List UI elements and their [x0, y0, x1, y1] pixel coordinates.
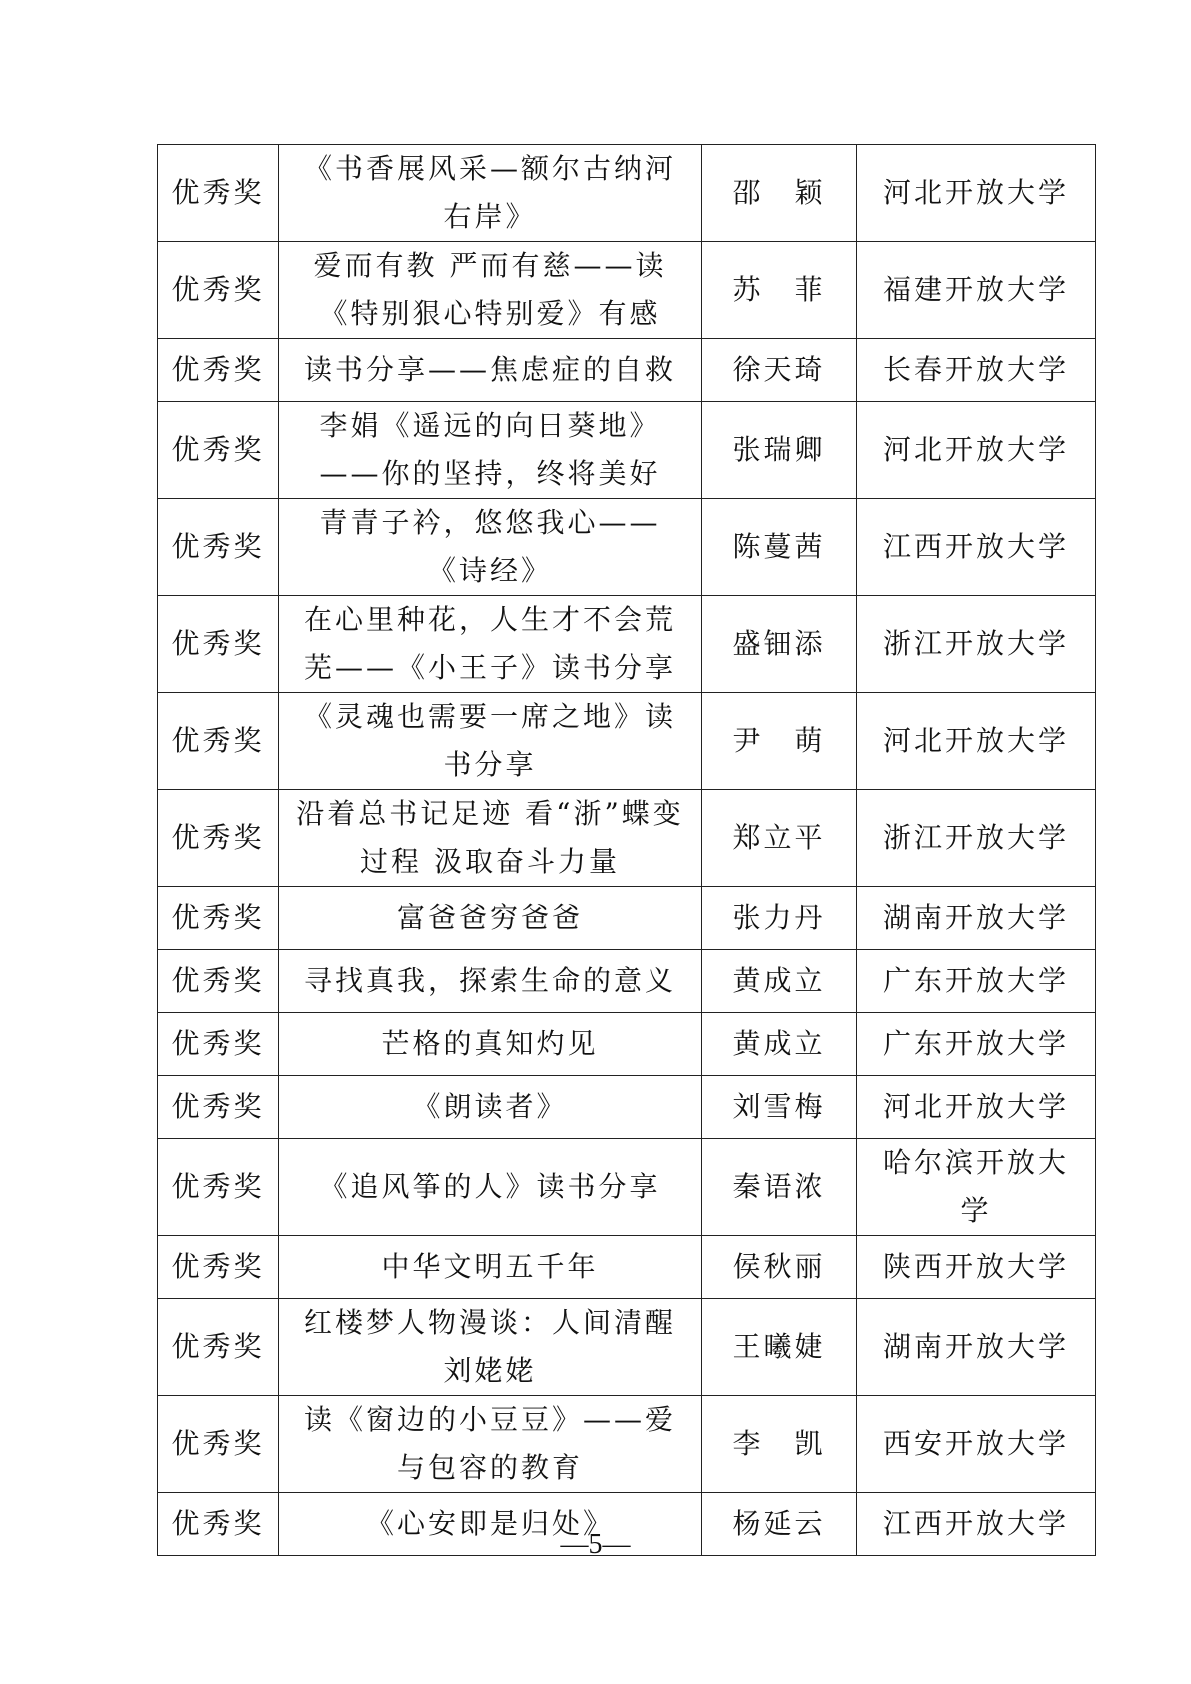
author-name-cell: 邵 颖: [702, 145, 857, 242]
table-row: [158, 145, 1096, 242]
work-title-cell: 《朗读者》: [279, 1076, 702, 1139]
work-title-cell: 《追风筝的人》读书分享: [279, 1139, 702, 1236]
award-level-cell: 优秀奖: [158, 1493, 279, 1556]
author-name-cell: 盛钿添: [702, 596, 857, 693]
page-number: —5—: [560, 1529, 631, 1560]
award-level-cell: 优秀奖: [158, 887, 279, 950]
work-title-cell: 芒格的真知灼见: [279, 1013, 702, 1076]
institution-cell: 湖南开放大学: [857, 1299, 1096, 1396]
table-row: [158, 499, 1096, 596]
award-level-cell: 优秀奖: [158, 1299, 279, 1396]
table-row: [158, 1013, 1096, 1076]
work-title-cell: 李娟《遥远的向日葵地》——你的坚持，终将美好: [279, 402, 702, 499]
author-name-cell: 王曦婕: [702, 1299, 857, 1396]
award-level-cell: 优秀奖: [158, 1236, 279, 1299]
award-level-cell: 优秀奖: [158, 1013, 279, 1076]
institution-cell: 江西开放大学: [857, 1493, 1096, 1556]
table-row: [158, 1299, 1096, 1396]
author-name-cell: 张力丹: [702, 887, 857, 950]
institution-cell: 湖南开放大学: [857, 887, 1096, 950]
work-title-cell: 《书香展风采—额尔古纳河右岸》: [279, 145, 702, 242]
institution-cell: 河北开放大学: [857, 402, 1096, 499]
institution-cell: 陕西开放大学: [857, 1236, 1096, 1299]
author-name-cell: 郑立平: [702, 790, 857, 887]
table-row: [158, 339, 1096, 402]
institution-cell: 浙江开放大学: [857, 790, 1096, 887]
institution-cell: 河北开放大学: [857, 145, 1096, 242]
author-name-cell: 黄成立: [702, 950, 857, 1013]
award-level-cell: 优秀奖: [158, 145, 279, 242]
author-name-cell: 刘雪梅: [702, 1076, 857, 1139]
award-level-cell: 优秀奖: [158, 1396, 279, 1493]
award-level-cell: 优秀奖: [158, 790, 279, 887]
work-title-cell: 中华文明五千年: [279, 1236, 702, 1299]
work-title-cell: 《灵魂也需要一席之地》读书分享: [279, 693, 702, 790]
work-title-cell: 读《窗边的小豆豆》——爱与包容的教育: [279, 1396, 702, 1493]
institution-cell: 长春开放大学: [857, 339, 1096, 402]
author-name-cell: 苏 菲: [702, 242, 857, 339]
award-level-cell: 优秀奖: [158, 1139, 279, 1236]
work-title-cell: 《心安即是归处》: [279, 1493, 702, 1556]
table-row: [158, 596, 1096, 693]
table-row: [158, 790, 1096, 887]
author-name-cell: 杨延云: [702, 1493, 857, 1556]
author-name-cell: 侯秋丽: [702, 1236, 857, 1299]
table-row: [158, 693, 1096, 790]
table-row: [158, 1396, 1096, 1493]
award-level-cell: 优秀奖: [158, 242, 279, 339]
work-title-cell: 爱而有教 严而有慈——读《特别狠心特别爱》有感: [279, 242, 702, 339]
award-level-cell: 优秀奖: [158, 499, 279, 596]
institution-cell: 河北开放大学: [857, 1076, 1096, 1139]
work-title-cell: 寻找真我，探索生命的意义: [279, 950, 702, 1013]
awards-table: [157, 144, 1096, 1556]
author-name-cell: 张瑞卿: [702, 402, 857, 499]
institution-cell: 西安开放大学: [857, 1396, 1096, 1493]
award-level-cell: 优秀奖: [158, 339, 279, 402]
award-level-cell: 优秀奖: [158, 1076, 279, 1139]
work-title-cell: 沿着总书记足迹 看“浙”蝶变过程 汲取奋斗力量: [279, 790, 702, 887]
table-row: [158, 402, 1096, 499]
author-name-cell: 黄成立: [702, 1013, 857, 1076]
work-title-cell: 青青子衿，悠悠我心——《诗经》: [279, 499, 702, 596]
table-row: [158, 950, 1096, 1013]
work-title-cell: 红楼梦人物漫谈：人间清醒刘姥姥: [279, 1299, 702, 1396]
author-name-cell: 陈蔓茜: [702, 499, 857, 596]
institution-cell: 广东开放大学: [857, 1013, 1096, 1076]
author-name-cell: 尹 萌: [702, 693, 857, 790]
author-name-cell: 李 凯: [702, 1396, 857, 1493]
award-level-cell: 优秀奖: [158, 596, 279, 693]
table-row: [158, 1236, 1096, 1299]
work-title-cell: 在心里种花，人生才不会荒芜——《小王子》读书分享: [279, 596, 702, 693]
institution-cell: 河北开放大学: [857, 693, 1096, 790]
institution-cell: 哈尔滨开放大学: [857, 1139, 1096, 1236]
award-level-cell: 优秀奖: [158, 950, 279, 1013]
institution-cell: 浙江开放大学: [857, 596, 1096, 693]
table-row: [158, 242, 1096, 339]
institution-cell: 福建开放大学: [857, 242, 1096, 339]
award-level-cell: 优秀奖: [158, 693, 279, 790]
institution-cell: 江西开放大学: [857, 499, 1096, 596]
award-level-cell: 优秀奖: [158, 402, 279, 499]
table-row: [158, 1076, 1096, 1139]
work-title-cell: 富爸爸穷爸爸: [279, 887, 702, 950]
table-row: [158, 887, 1096, 950]
institution-cell: 广东开放大学: [857, 950, 1096, 1013]
table-row: [158, 1139, 1096, 1236]
author-name-cell: 徐天琦: [702, 339, 857, 402]
author-name-cell: 秦语浓: [702, 1139, 857, 1236]
work-title-cell: 读书分享——焦虑症的自救: [279, 339, 702, 402]
